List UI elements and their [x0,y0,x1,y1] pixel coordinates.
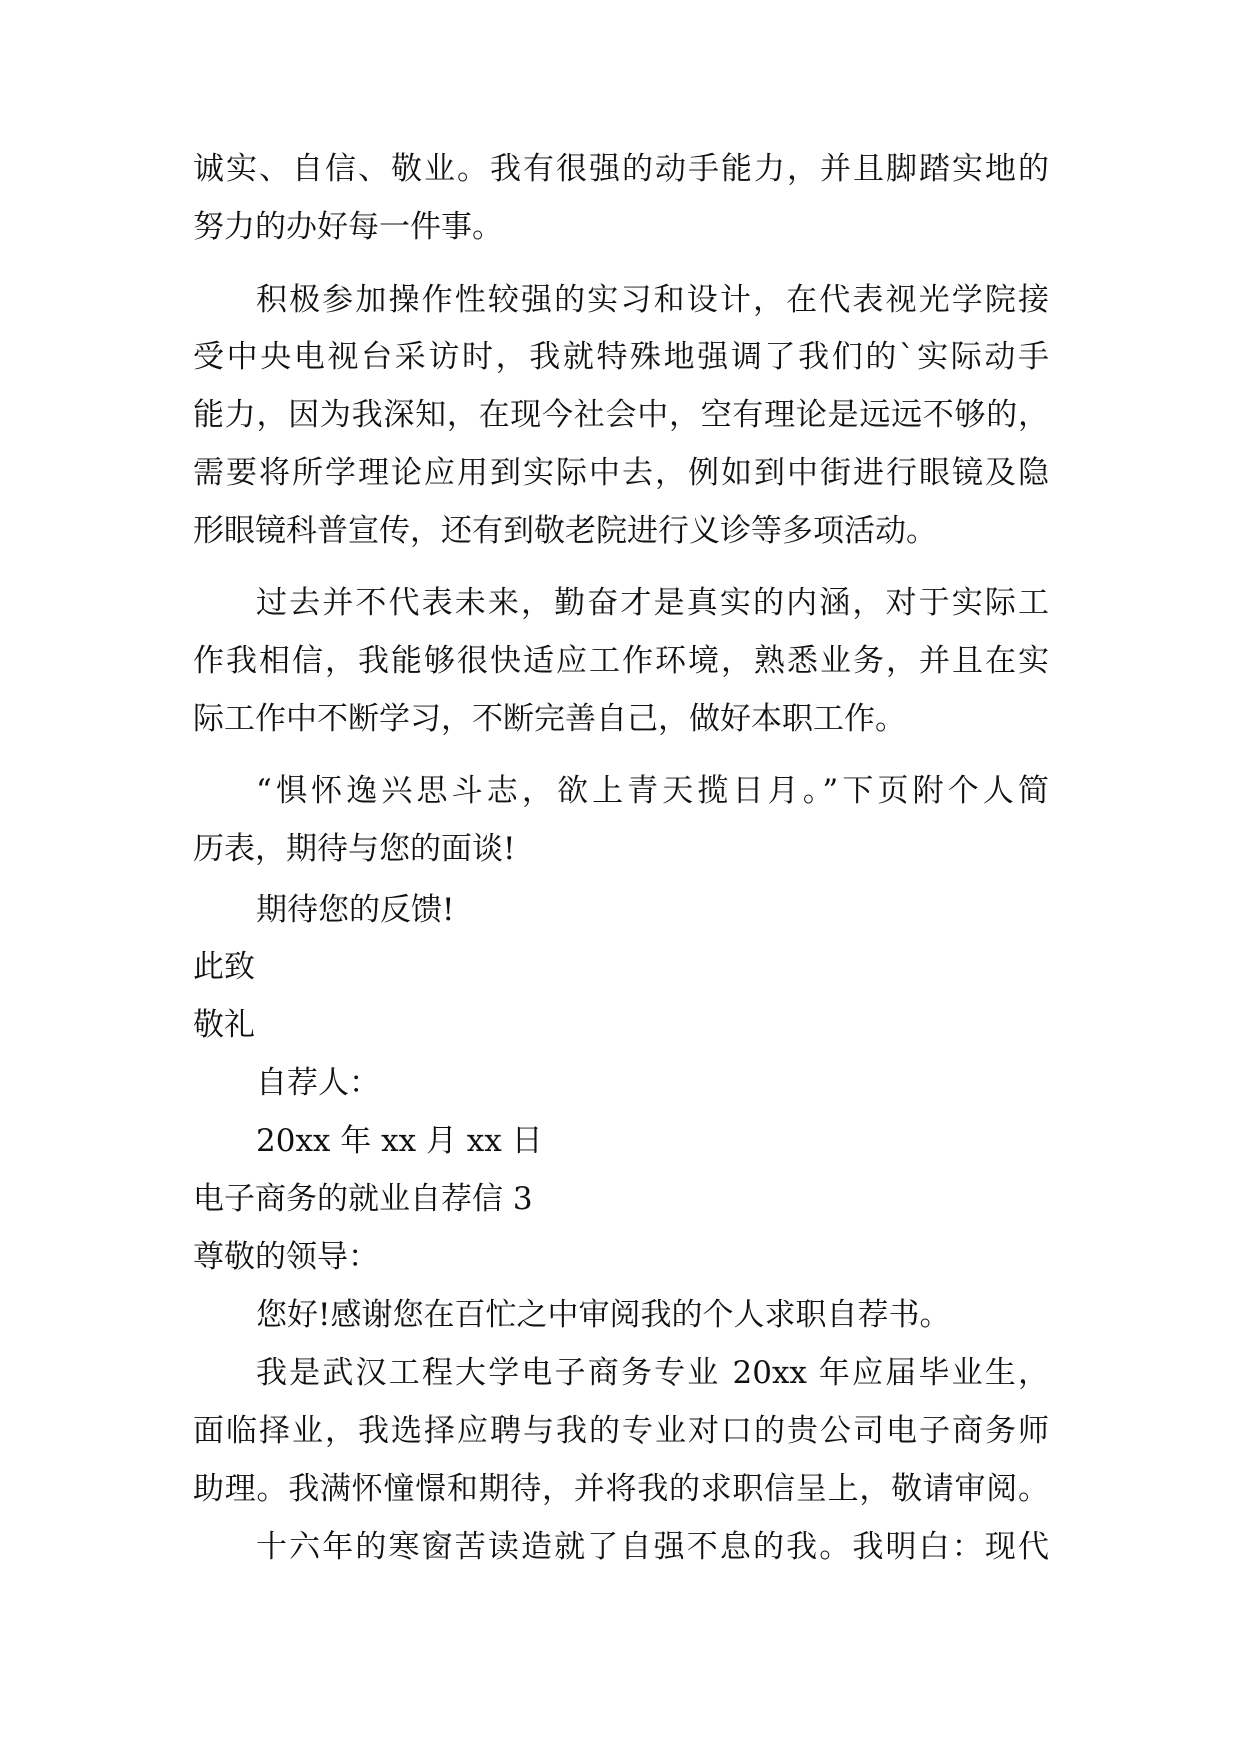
text-line: 面临择业，我选择应聘与我的专业对口的贵公司电子商务师 [193,1413,1049,1449]
text-line: 过去并不代表未来，勤奋才是真实的内涵，对于实际工 [256,585,1049,621]
text-line: 期待您的反馈! [256,892,455,928]
text-line: 受中央电视台采访时，我就特殊地强调了我们的`实际动手 [193,339,1049,375]
text-line: 需要将所学理论应用到实际中去，例如到中街进行眼镜及隐 [193,455,1049,491]
text-line: 助理。我满怀憧憬和期待，并将我的求职信呈上，敬请审阅。 [193,1471,1049,1507]
text-line: 积极参加操作性较强的实习和设计，在代表视光学院接 [256,282,1049,318]
greeting-line: 尊敬的领导： [193,1239,379,1275]
text-line: 十六年的寒窗苦读造就了自强不息的我。我明白：现代 [256,1529,1049,1565]
text-line: 形眼镜科普宣传，还有到敬老院进行义诊等多项活动。 [193,513,937,549]
text-line: 能力，因为我深知，在现今社会中，空有理论是远远不够的， [193,397,1049,433]
text-line: 诚实、自信、敬业。我有很强的动手能力，并且脚踏实地的 [193,151,1049,187]
text-line: 您好!感谢您在百忙之中审阅我的个人求职自荐书。 [256,1297,951,1333]
signature-label: 自荐人： [256,1065,380,1101]
section-title: 电子商务的就业自荐信 3 [193,1181,533,1217]
text-line: 际工作中不断学习，不断完善自己，做好本职工作。 [193,701,906,737]
text-line: “惧怀逸兴思斗志，欲上青天揽日月。”下页附个人简 [256,773,1049,809]
text-line: 作我相信，我能够很快适应工作环境，熟悉业务，并且在实 [193,643,1049,679]
date-line: 20xx 年 xx 月 xx 日 [256,1123,543,1159]
text-line: 历表，期待与您的面谈! [193,831,516,867]
text-line: 我是武汉工程大学电子商务专业 20xx 年应届毕业生， [256,1355,1049,1391]
text-line: 努力的办好每一件事。 [193,209,503,245]
salutation-line: 此致 [193,949,255,985]
salutation-line: 敬礼 [193,1007,255,1043]
